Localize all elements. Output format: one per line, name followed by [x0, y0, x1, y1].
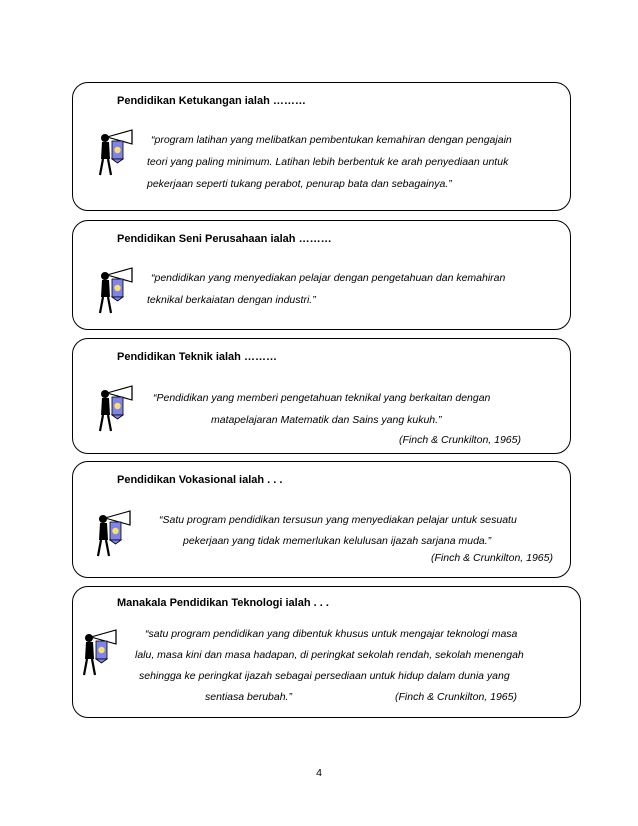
quote-line: sentiasa berubah.”	[205, 691, 292, 703]
herald-trumpeter-icon	[97, 506, 133, 558]
section-title: Pendidikan Seni Perusahaan ialah ………	[117, 233, 332, 245]
definition-box-vokasional	[72, 461, 571, 578]
section-title: Pendidikan Ketukangan ialah ………	[117, 95, 306, 107]
quote-line: sehingga ke peringkat ijazah sebagai persediaan untuk hidup dalam dunia yang	[139, 670, 510, 682]
quote-line: “Satu program pendidikan tersusun yang menyediakan pelajar untuk sesuatu	[159, 514, 517, 526]
section-title: Manakala Pendidikan Teknologi ialah . . .	[117, 597, 329, 609]
citation: (Finch & Crunkilton, 1965)	[399, 434, 521, 446]
citation: (Finch & Crunkilton, 1965)	[431, 552, 553, 564]
definition-box-seni-perusahaan	[72, 220, 571, 330]
quote-line: “satu program pendidikan yang dibentuk khusus untuk mengajar teknologi masa	[145, 628, 518, 640]
herald-trumpeter-icon	[99, 125, 135, 177]
definition-box-teknologi	[72, 586, 581, 718]
quote-line: pekerjaan yang tidak memerlukan kelulusan ijazah sarjana muda.”	[183, 535, 492, 547]
quote-line: “Pendidikan yang memberi pengetahuan teknikal yang berkaitan dengan	[153, 392, 491, 404]
quote-line: teknikal berkaiatan dengan industri.”	[147, 294, 316, 306]
quote-line: pekerjaan seperti tukang perabot, penurap bata dan sebagainya.”	[147, 178, 452, 190]
herald-trumpeter-icon	[83, 625, 119, 677]
quote-line: lalu, masa kini dan masa hadapan, di peringkat sekolah rendah, sekolah menengah	[135, 649, 524, 661]
section-title: Pendidikan Vokasional ialah . . .	[117, 474, 283, 486]
quote-line: “program latihan yang melibatkan pembentukan kemahiran dengan pengajain	[151, 134, 512, 146]
definition-box-ketukangan	[72, 82, 571, 211]
quote-line: teori yang paling minimum. Latihan lebih berbentuk ke arah penyediaan untuk	[147, 156, 509, 168]
herald-trumpeter-icon	[99, 381, 135, 433]
section-title: Pendidikan Teknik ialah ………	[117, 351, 277, 363]
herald-trumpeter-icon	[99, 263, 135, 315]
definition-box-teknik	[72, 338, 571, 454]
quote-line: matapelajaran Matematik dan Sains yang kukuh.”	[211, 414, 442, 426]
citation: (Finch & Crunkilton, 1965)	[395, 691, 517, 703]
page-number: 4	[316, 767, 322, 779]
quote-line: “pendidikan yang menyediakan pelajar dengan pengetahuan dan kemahiran	[151, 272, 506, 284]
